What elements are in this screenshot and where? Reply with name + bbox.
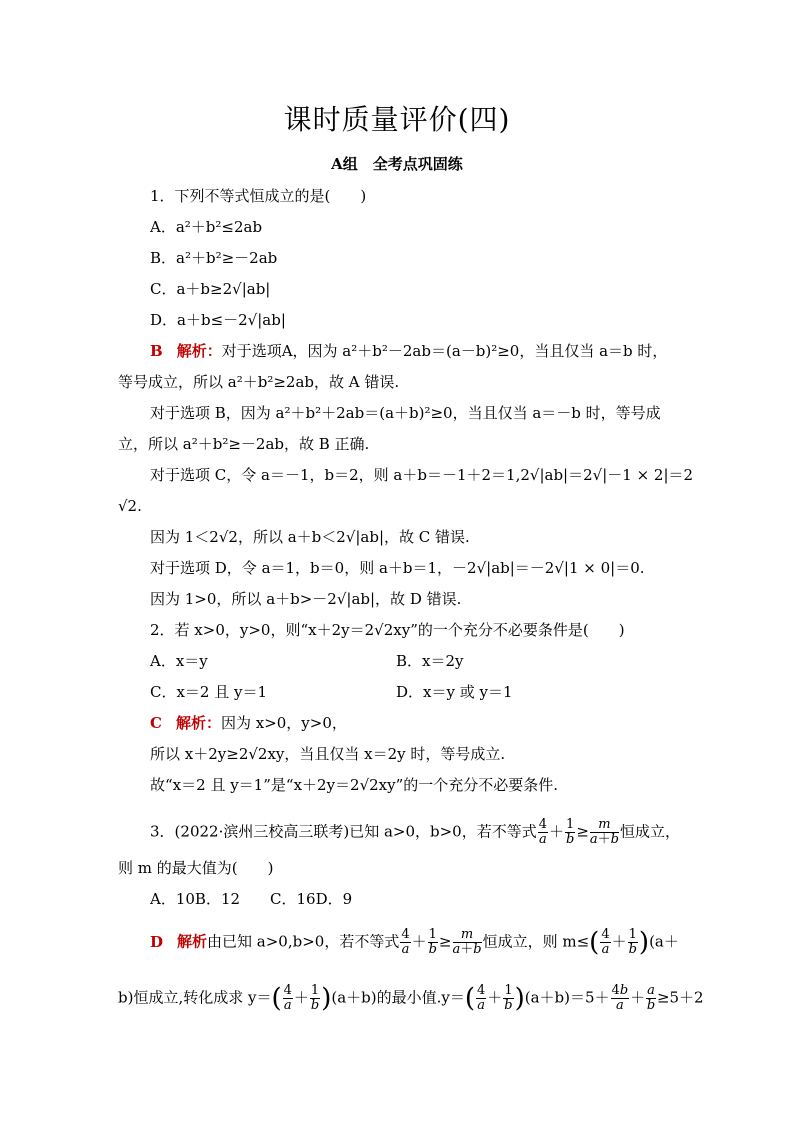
q3-analysis-line-1: D 解析由已知 a>0,b>0，若不等式 $\frac{4}{a}$ ＋ $\frac{1}{b}$ ≥ $\frac{m}{a+b}$ 恒成立，则 m≤( $\frac{4}{a}$ ＋ $\frac{1}{b}$ )(a＋ bbox=[150, 927, 679, 958]
fraction: $\frac{m}{a+b}$ bbox=[589, 817, 619, 847]
q1-analysis-line-3: 对于选项 B，因为 a²＋b²＋2ab＝(a＋b)²≥0，当且仅当 a＝－b 时，等号成 bbox=[150, 404, 661, 422]
fraction: $\frac{4}{a}$ bbox=[401, 927, 410, 957]
q1-analysis-line-7: 因为 1＜2√2，所以 a＋b＜2√|ab|，故 C 错误. bbox=[150, 528, 470, 546]
q1-analysis-line-6: √2. bbox=[118, 497, 142, 515]
fraction: $\frac{a}{b}$ bbox=[646, 983, 656, 1013]
q2-analysis-line-2: 所以 x＋2y≥2√2xy，当且仅当 x＝2y 时，等号成立. bbox=[150, 745, 506, 763]
page-title: 课时质量评价(四) bbox=[283, 103, 511, 136]
fraction: $\frac{1}{b}$ bbox=[428, 927, 437, 957]
q1-analysis-label: 解析： bbox=[176, 342, 222, 360]
q3-analysis-line-2: b)恒成立,转化成求 y＝( $\frac{4}{a}$ ＋ $\frac{1}{b}$ )(a＋b)的最小值.y＝( $\frac{4}{a}$ ＋ $\frac{1}{b}$ )(a＋b)＝5＋ $\frac{4b}{a}$ ＋ $\frac{a}{b}$ ≥5＋2 bbox=[118, 983, 704, 1014]
q2-option-a: A．x＝y bbox=[150, 652, 208, 670]
q1-stem: 1．下列不等式恒成立的是( ) bbox=[150, 187, 367, 205]
q2-option-c: C．x＝2 且 y＝1 bbox=[150, 683, 268, 701]
fraction: $\frac{1}{b}$ bbox=[310, 983, 320, 1013]
q2-option-b: B．x＝2y bbox=[396, 652, 464, 670]
q1-analysis-line-1: B 解析：对于选项A，因为 a²＋b²－2ab＝(a－b)²≥0，当且仅当 a＝b 时， bbox=[150, 342, 668, 360]
section-heading: A组 全考点巩固练 bbox=[331, 155, 463, 173]
q3-answer: D bbox=[150, 932, 164, 951]
q1-option-a: A．a²＋b²≤2ab bbox=[150, 218, 263, 236]
q1-analysis-line-5: 对于选项 C，令 a＝－1，b＝2，则 a＋b＝－1＋2＝1,2√|ab|＝2√|－1 × 2|＝2 bbox=[150, 466, 694, 484]
q2-option-d: D．x＝y 或 y＝1 bbox=[396, 683, 513, 701]
q1-analysis-line-4: 立，所以 a²＋b²≥－2ab，故 B 正确. bbox=[118, 435, 370, 453]
q1-analysis-line-9: 因为 1>0，所以 a＋b>－2√|ab|，故 D 错误. bbox=[150, 590, 462, 608]
q2-analysis-line-3: 故“x＝2 且 y＝1”是“x＋2y＝2√2xy”的一个充分不必要条件. bbox=[150, 776, 559, 794]
q3-analysis-label: 解析 bbox=[177, 932, 208, 951]
fraction: $\frac{1}{b}$ bbox=[566, 817, 575, 847]
q3-stem-line-2: 则 m 的最大值为( ) bbox=[118, 859, 274, 877]
q1-analysis-line-2: 等号成立，所以 a²＋b²≥2ab，故 A 错误. bbox=[118, 373, 400, 391]
q2-analysis-label: 解析： bbox=[175, 714, 221, 732]
q1-option-c: C．a＋b≥2√|ab| bbox=[150, 280, 271, 298]
q3-stem-line-1: 3．(2022·滨州三校高三联考)已知 a>0，b>0，若不等式 $\frac{4}{a}$ ＋ $\frac{1}{b}$ ≥ $\frac{m}{a+b}$ 恒成立， bbox=[150, 817, 681, 847]
fraction: $\frac{4}{a}$ bbox=[283, 983, 292, 1013]
q2-answer: C bbox=[150, 714, 162, 732]
fraction: $\frac{4}{a}$ bbox=[538, 817, 548, 847]
fraction: $\frac{1}{b}$ bbox=[504, 983, 513, 1013]
fraction: $\frac{4b}{a}$ bbox=[611, 983, 629, 1013]
fraction: $\frac{4}{a}$ bbox=[601, 927, 610, 957]
q1-option-b: B．a²＋b²≥－2ab bbox=[150, 249, 278, 267]
q1-option-d: D．a＋b≤－2√|ab| bbox=[150, 311, 286, 329]
fraction: $\frac{4}{a}$ bbox=[477, 983, 486, 1013]
q2-stem: 2．若 x>0，y>0，则“x＋2y＝2√2xy”的一个充分不必要条件是( ) bbox=[150, 621, 625, 639]
fraction: $\frac{1}{b}$ bbox=[628, 927, 637, 957]
q1-analysis-line-8: 对于选项 D，令 a＝1，b＝0，则 a＋b＝1，－2√|ab|＝－2√|1 × 0|＝0. bbox=[150, 559, 645, 577]
q1-answer: B bbox=[150, 342, 163, 360]
q3-options: A．10B．12 C．16D．9 bbox=[150, 890, 353, 908]
q2-analysis-line-1: C 解析：因为 x>0，y>0， bbox=[150, 714, 347, 732]
fraction: $\frac{m}{a+b}$ bbox=[452, 927, 482, 957]
